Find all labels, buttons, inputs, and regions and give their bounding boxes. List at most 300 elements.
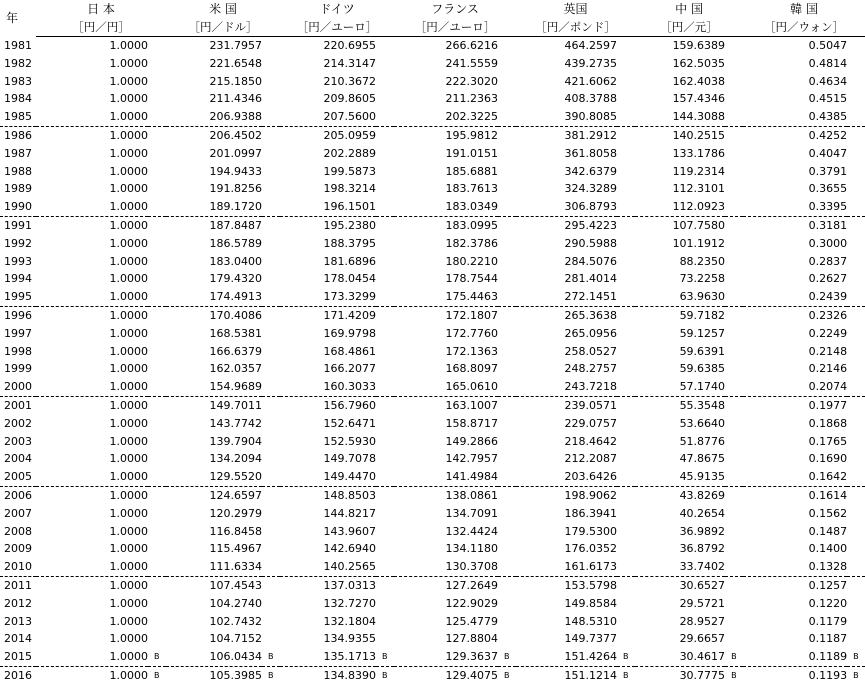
rate-cell-usa: 104.7152 [209,632,263,646]
table-row [0,378,865,396]
table-row [0,433,865,451]
rate-cell-japan: 1.0000 [109,182,148,196]
rate-cell-uk: 265.0956 [564,326,618,340]
rate-cell-usa: 124.6597 [209,488,263,502]
rate-cell-china: 28.9527 [679,614,726,628]
rate-marker-japan [148,450,166,468]
rate-marker-uk [617,288,635,306]
rate-cell-china: 112.3101 [672,182,726,196]
rate-marker-germany [376,523,394,541]
rate-cell-japan: 1.0000 [109,326,148,340]
rate-marker-china [725,270,743,288]
rate-cell-korea: 0.4252 [808,128,848,142]
rate-cell-germany: 134.8390 [323,668,377,682]
rate-cell-uk: 281.4014 [564,272,618,286]
rate-cell-china: 51.8776 [679,434,726,448]
rate-marker-china [725,486,743,504]
rate-cell-china: 33.7402 [635,558,725,576]
rate-marker-usa [262,73,280,91]
rate-marker-china [725,37,743,55]
rate-marker-usa [262,126,280,144]
rate-cell-germany: 210.3672 [323,74,377,88]
rate-cell-china: 133.1786 [672,146,726,160]
rate-cell-france: 165.0610 [394,378,498,396]
rate-cell-uk: 153.5798 [564,578,618,592]
table-row [0,666,865,684]
rate-cell-france: 132.4424 [445,524,499,538]
rate-cell-france: 125.4779 [445,614,499,628]
rate-marker-japan [148,613,166,631]
rate-marker-germany [376,108,394,126]
rate-cell-germany: 144.8217 [323,506,377,520]
rate-cell-japan: 1.0000 [109,344,148,358]
rate-marker-china: B [731,670,737,680]
table-row [0,270,865,288]
table-row [0,450,865,468]
rate-cell-germany: 188.3795 [323,236,377,250]
rate-marker-germany [376,306,394,324]
rate-cell-germany: 195.2380 [323,218,377,232]
rate-marker-japan [148,180,166,198]
rate-cell-japan: 1.0000 [36,288,148,306]
rate-cell-china: 140.2515 [672,128,726,142]
rate-marker-france [498,306,516,324]
rate-cell-korea: 0.3791 [808,164,848,178]
table-row [0,613,865,631]
rate-marker-korea [847,325,865,343]
rate-cell-france: 178.7544 [445,272,499,286]
rate-cell-usa: 139.7904 [209,434,263,448]
rate-cell-china: 47.8675 [679,452,726,466]
rate-cell-germany: 148.8503 [323,488,377,502]
rate-cell-uk: 198.9062 [564,488,618,502]
rate-cell-usa: 116.8458 [209,524,263,538]
rate-marker-uk [617,198,635,216]
rate-marker-korea [847,108,865,126]
rate-marker-japan [148,270,166,288]
rate-marker-france [498,325,516,343]
rate-marker-japan [148,163,166,181]
rate-cell-korea: 0.4385 [743,108,847,126]
column-header-korea: 韓 国 [790,2,818,16]
rate-marker-france [498,108,516,126]
rate-cell-korea: 0.1400 [808,542,848,556]
rate-marker-japan [148,145,166,163]
rate-cell-france: 191.0151 [445,146,499,160]
year-cell: 1986 [4,128,32,142]
rate-cell-germany: 207.5600 [280,108,376,126]
rate-cell-france: 168.8097 [445,362,499,376]
year-cell: 1989 [4,182,32,196]
rate-cell-germany: 166.2077 [323,362,377,376]
rate-marker-france [498,198,516,216]
rate-cell-uk: 218.4642 [564,434,618,448]
rate-marker-germany [376,73,394,91]
year-cell: 1988 [4,164,32,178]
column-header-uk: 英国 [563,2,588,16]
rate-marker-korea [847,253,865,271]
rate-marker-uk [617,613,635,631]
rate-cell-uk: 186.3941 [564,506,618,520]
rate-cell-germany: 169.9798 [323,326,377,340]
rate-marker-france [498,523,516,541]
rate-cell-china: 162.5035 [672,56,726,70]
rate-marker-usa [262,235,280,253]
rate-marker-france [498,343,516,361]
rate-marker-china [725,468,743,486]
rate-marker-korea [847,486,865,504]
rate-cell-uk: 258.0527 [564,344,618,358]
rate-cell-germany: 152.6471 [323,416,377,430]
rate-marker-korea [847,180,865,198]
rate-cell-usa: 149.7011 [209,398,263,412]
rate-cell-korea: 0.1977 [808,398,848,412]
rate-marker-usa: B [262,648,280,666]
rate-marker-usa [262,505,280,523]
rate-marker-france [498,576,516,594]
rate-marker-france [498,540,516,558]
rate-cell-china: 45.9135 [635,468,725,486]
rate-cell-uk: 149.7377 [564,632,618,646]
rate-cell-uk: 265.3638 [564,308,618,322]
rate-marker-korea [847,288,865,306]
rate-cell-china: 112.0923 [635,198,725,216]
rate-cell-japan: 1.0000 [36,378,148,396]
rate-cell-china: 59.6385 [679,362,726,376]
rate-marker-france [498,486,516,504]
rate-marker-japan [148,576,166,594]
rate-marker-uk [617,180,635,198]
rate-marker-korea [847,540,865,558]
rate-marker-france [498,288,516,306]
year-cell: 1993 [4,254,32,268]
rate-cell-japan: 1.0000 [109,578,148,592]
rate-cell-china: 29.5721 [679,596,726,610]
rate-marker-usa [262,108,280,126]
rate-marker-germany [376,37,394,55]
rate-marker-china [725,450,743,468]
column-unit-japan: ［円／円］ [36,18,166,37]
rate-marker-korea [847,216,865,234]
rate-marker-korea [847,505,865,523]
rate-marker-korea [847,595,865,613]
rate-marker-japan [148,288,166,306]
rate-cell-china: 157.4346 [672,92,726,106]
rate-marker-usa [262,216,280,234]
rate-cell-korea: 0.1868 [808,416,848,430]
rate-marker-japan [148,378,166,396]
rate-marker-france [498,37,516,55]
column-header-france: フランス [431,2,479,16]
table-row [0,468,865,486]
rate-cell-japan: 1.0000 [109,398,148,412]
rate-marker-usa [262,325,280,343]
year-cell: 1992 [4,236,32,250]
rate-cell-china: 162.4038 [672,74,726,88]
table-body [0,37,865,685]
rate-marker-usa: B [268,670,274,680]
rate-cell-france: 195.9812 [445,128,499,142]
rate-cell-uk: 212.2087 [564,452,618,466]
rate-marker-korea [847,558,865,576]
rate-cell-japan: 1.0000 [109,434,148,448]
column-unit-uk: ［円／ポンド］ [516,18,635,37]
rate-marker-germany [376,325,394,343]
rate-cell-uk: 148.5310 [564,614,618,628]
year-cell: 2010 [0,558,36,576]
rate-cell-usa: 170.4086 [209,308,263,322]
table-row [0,630,865,648]
rate-marker-france [498,630,516,648]
year-cell: 1981 [4,38,32,52]
rate-marker-usa [262,613,280,631]
year-cell: 1997 [4,326,32,340]
rate-cell-france: 183.0995 [445,218,499,232]
rate-cell-france: 172.1807 [445,308,499,322]
header-name-row [0,0,865,18]
rate-marker-japan [148,523,166,541]
rate-cell-japan: 1.0000 [109,236,148,250]
rate-marker-usa [262,253,280,271]
rate-cell-japan: 1.0000 [109,308,148,322]
rate-cell-uk: 284.5076 [564,254,618,268]
rate-marker-korea [847,396,865,414]
rate-marker-uk [617,90,635,108]
table-row [0,180,865,198]
rate-marker-france [498,595,516,613]
rate-cell-japan: 1.0000 [109,524,148,538]
rate-marker-japan [148,343,166,361]
rate-marker-germany [376,145,394,163]
rate-marker-france [498,433,516,451]
rate-marker-germany [376,576,394,594]
rate-cell-usa: 111.6334 [166,558,262,576]
table-row [0,595,865,613]
rate-marker-korea [847,73,865,91]
rate-cell-usa: 191.8256 [209,182,263,196]
rate-marker-france [498,55,516,73]
rate-cell-china: 59.7182 [679,308,726,322]
rate-marker-japan [148,325,166,343]
rate-marker-japan [148,505,166,523]
rate-cell-korea: 0.3395 [743,198,847,216]
rate-cell-usa: 179.4320 [209,272,263,286]
rate-cell-usa: 201.0997 [209,146,263,160]
column-unit-korea: ［円／ウォン］ [743,18,865,37]
rate-marker-usa [262,558,280,576]
rate-marker-korea [847,145,865,163]
rate-cell-germany: 152.5930 [323,434,377,448]
rate-cell-korea: 0.1179 [808,614,848,628]
rate-marker-korea [847,90,865,108]
rate-marker-china [725,396,743,414]
table-row [0,486,865,504]
rate-cell-france: 134.1180 [445,542,499,556]
rate-marker-japan [148,306,166,324]
rate-cell-china: 36.9892 [679,524,726,538]
rate-marker-france [498,360,516,378]
year-cell: 1982 [4,56,32,70]
rate-marker-usa [262,37,280,55]
rate-marker-france [498,558,516,576]
column-header-germany: ドイツ [319,2,355,16]
year-cell: 2015 [0,648,36,666]
table-row [0,415,865,433]
table-row [0,108,865,126]
rate-cell-germany: 202.2889 [323,146,377,160]
rate-cell-china: 59.1257 [679,326,726,340]
rate-cell-china: 144.3088 [635,108,725,126]
rate-cell-germany: 149.7078 [323,452,377,466]
rate-marker-uk [617,37,635,55]
rate-cell-germany: 143.9607 [323,524,377,538]
rate-cell-china: 30.7775 [679,668,726,682]
rate-cell-uk: 306.8793 [516,198,617,216]
rate-cell-germany: 199.5873 [323,164,377,178]
column-unit-china: ［円／元］ [635,18,743,37]
year-cell: 2005 [0,468,36,486]
rate-marker-uk: B [623,670,629,680]
rate-marker-japan [148,630,166,648]
rate-marker-japan [148,396,166,414]
rate-cell-usa: 206.4502 [209,128,263,142]
rate-cell-germany: 149.4470 [280,468,376,486]
rate-cell-france: 202.3225 [394,108,498,126]
rate-cell-uk: 342.6379 [564,164,618,178]
rate-marker-germany [376,433,394,451]
rate-cell-japan: 1.0000 [36,198,148,216]
rate-marker-usa [262,415,280,433]
rate-cell-korea: 0.3181 [808,218,848,232]
rate-cell-korea: 0.5047 [808,39,848,52]
rate-cell-korea: 0.4515 [808,92,848,106]
rate-marker-japan [148,558,166,576]
year-cell: 2016 [4,668,32,682]
year-cell: 1996 [4,308,32,322]
year-cell: 1984 [4,92,32,106]
rate-marker-france [498,235,516,253]
table-row [0,253,865,271]
table-row [0,325,865,343]
rate-marker-france: B [498,648,516,666]
rate-cell-uk: 290.5988 [564,236,618,250]
rate-cell-china: 159.6389 [672,39,726,52]
rate-marker-china [725,126,743,144]
year-cell: 2008 [4,524,32,538]
rate-cell-usa: 174.4913 [166,288,262,306]
table-row [0,55,865,73]
rate-cell-japan: 1.0000 [109,146,148,160]
rate-cell-uk: 149.8584 [564,596,618,610]
rate-cell-usa: 154.9689 [166,378,262,396]
rate-cell-germany: 135.1713 [280,648,376,666]
rate-cell-japan: 1.0000 [109,128,148,142]
rate-cell-france: 158.8717 [445,416,499,430]
rate-cell-germany: 137.0313 [323,578,377,592]
rate-marker-china [725,630,743,648]
table-row [0,505,865,523]
rate-marker-usa [262,540,280,558]
rate-marker-japan [148,126,166,144]
rate-marker-france [498,396,516,414]
rate-cell-usa: 102.7432 [209,614,263,628]
rate-cell-korea: 0.1765 [808,434,848,448]
rate-marker-usa [262,433,280,451]
rate-cell-uk: 151.4264 [516,648,617,666]
rate-cell-france: 172.1363 [445,344,499,358]
rate-cell-korea: 0.1690 [808,452,848,466]
rate-cell-usa: 134.2094 [209,452,263,466]
rate-cell-korea: 0.2326 [808,308,848,322]
rate-marker-china [725,180,743,198]
rate-cell-uk: 161.6173 [516,558,617,576]
rate-cell-usa: 106.0434 [166,648,262,666]
rate-marker-korea [847,468,865,486]
rate-cell-china: 107.7580 [672,218,726,232]
rate-marker-china [725,505,743,523]
year-cell: 2012 [4,596,32,610]
rate-marker-france [498,145,516,163]
rate-marker-japan [148,37,166,55]
rate-marker-korea [847,433,865,451]
rate-marker-uk [617,55,635,73]
rate-cell-china: 119.2314 [672,164,726,178]
rate-cell-france: 149.2866 [445,434,499,448]
rate-marker-japan [148,235,166,253]
rate-cell-france: 127.2649 [445,578,499,592]
rate-cell-france: 175.4463 [394,288,498,306]
rate-marker-china [725,325,743,343]
rate-cell-korea: 0.2146 [808,362,848,376]
rate-cell-korea: 0.2627 [808,272,848,286]
rate-cell-usa: 194.9433 [209,164,263,178]
rate-cell-korea: 0.2439 [743,288,847,306]
rate-marker-china [725,433,743,451]
rate-cell-korea: 0.2249 [808,326,848,340]
rate-cell-uk: 390.8085 [516,108,617,126]
rate-cell-china: 59.6391 [679,344,726,358]
year-cell: 2000 [0,378,36,396]
rate-cell-japan: 1.0000 [109,488,148,502]
rate-marker-uk: B [617,648,635,666]
rate-cell-uk: 203.6426 [516,468,617,486]
rate-marker-china [725,595,743,613]
rate-marker-china [725,108,743,126]
rate-marker-china [725,73,743,91]
rate-cell-usa: 166.6379 [209,344,263,358]
rate-marker-china [725,163,743,181]
rate-cell-uk: 229.0757 [564,416,618,430]
rate-marker-germany [376,415,394,433]
table-row [0,306,865,324]
rate-cell-uk: 421.6062 [564,74,618,88]
rate-marker-uk [617,163,635,181]
rate-cell-uk: 248.2757 [564,362,618,376]
rate-marker-usa [262,55,280,73]
year-cell: 1999 [4,362,32,376]
rate-cell-china: 53.6640 [679,416,726,430]
rate-marker-china [725,523,743,541]
rate-cell-china: 29.6657 [679,632,726,646]
rate-cell-china: 40.2654 [679,506,726,520]
rate-marker-usa [262,288,280,306]
rate-marker-china [725,288,743,306]
table-row [0,576,865,594]
rate-marker-france: B [504,670,510,680]
rate-marker-uk [617,486,635,504]
rate-cell-china: 73.2258 [679,272,726,286]
rate-marker-korea: B [847,648,865,666]
